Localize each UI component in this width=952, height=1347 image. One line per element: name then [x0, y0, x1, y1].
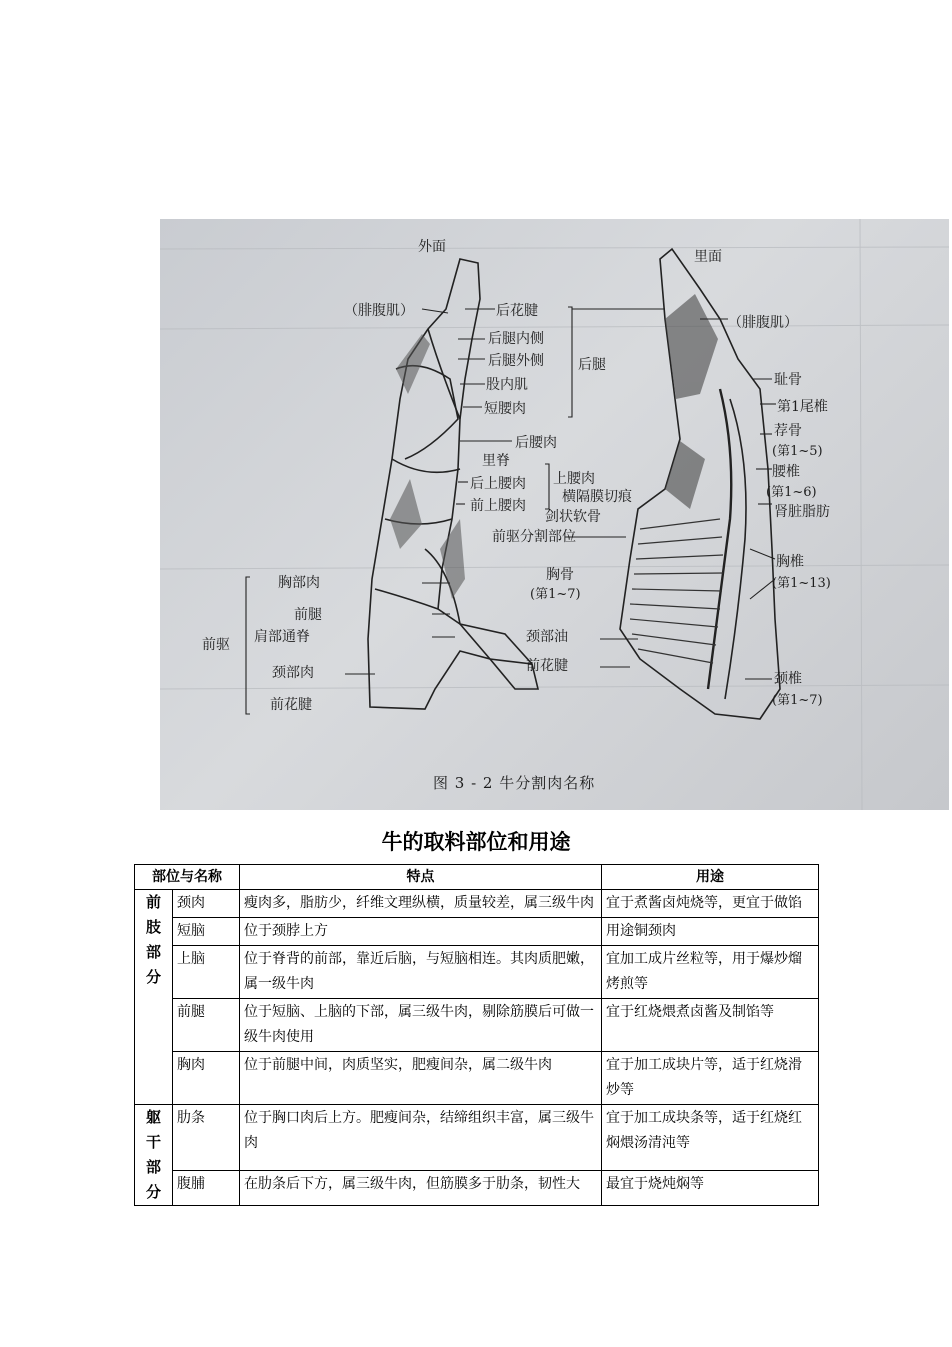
label-tail-vertebra: 第1尾椎 — [777, 399, 828, 415]
cell-feature: 在肋条后下方，属三级牛肉，但筋膜多于肋条，韧性大 — [240, 1171, 602, 1206]
table-header-row — [135, 865, 819, 890]
label-gastrocnemius-right: （腓腹肌） — [728, 315, 798, 331]
label-gastrocnemius-left: （腓腹肌） — [344, 303, 414, 319]
section-char: 分 — [145, 968, 161, 986]
cell-feature: 位于胸口肉后上方。肥瘦间杂，结缔组织丰富，属三级牛肉 — [240, 1105, 602, 1171]
label-sternum: 胸骨 — [546, 567, 574, 583]
label-cervical: 颈椎 — [774, 671, 802, 687]
cell-use: 用途铜颈肉 — [602, 918, 819, 946]
label-foreleg: 前腿 — [294, 607, 322, 623]
cell-name: 腹脯 — [173, 1171, 240, 1206]
section-char: 部 — [145, 943, 161, 961]
cell-feature: 瘦肉多，脂肪少，纤维文理纵横，质量较差，属三级牛肉 — [240, 890, 602, 918]
table-row — [135, 1105, 819, 1171]
cell-feature: 位于前腿中间，肉质坚实，肥瘦间杂，属二级牛肉 — [240, 1052, 602, 1105]
cell-name: 颈肉 — [173, 890, 240, 918]
label-hind-shank: 后花腱 — [496, 303, 538, 319]
cell-use: 宜于加工成块条等，适于红烧红焖煨汤清沌等 — [602, 1105, 819, 1171]
cell-name: 上脑 — [173, 946, 240, 999]
label-hind-leg-outer: 后腿外侧 — [488, 353, 544, 369]
label-rear-upper-loin: 后上腰肉 — [470, 476, 526, 492]
cell-name: 肋条 — [173, 1105, 240, 1171]
table-row — [135, 890, 819, 918]
label-lumbar-range: (第1~6) — [766, 485, 817, 500]
label-pubis: 耻骨 — [774, 372, 802, 388]
cell-name: 胸肉 — [173, 1052, 240, 1105]
label-chuck: 肩部通脊 — [254, 629, 310, 645]
cell-name: 前腿 — [173, 999, 240, 1052]
label-xiphoid: 剑状软骨 — [545, 509, 601, 525]
label-cervical-range: (第1~7) — [772, 693, 823, 708]
label-rear-loin: 后腰肉 — [515, 435, 557, 451]
table-row — [135, 999, 819, 1052]
header-use: 用途 — [602, 865, 819, 890]
document-title: 牛的取料部位和用途 — [381, 830, 571, 854]
label-fore-shank-inside: 前花腱 — [526, 658, 568, 674]
label-forequarter-cut: 前驱分割部位 — [492, 529, 576, 545]
figure-caption: 图 3 - 2 牛分割肉名称 — [433, 774, 596, 792]
label-fore-shank: 前花腱 — [270, 697, 312, 713]
label-hind-leg-inner: 后腿内侧 — [488, 331, 544, 347]
label-diaphragm-cut: 横隔膜切痕 — [562, 489, 632, 505]
label-brisket: 胸部肉 — [278, 575, 320, 591]
beef-cuts-diagram-photo — [160, 219, 949, 810]
table-row — [135, 1052, 819, 1105]
cell-use: 宜于煮酱卤炖烧等，更宜于做馅 — [602, 890, 819, 918]
table-row — [135, 918, 819, 946]
label-kidney-fat: 肾脏脂肪 — [774, 504, 830, 520]
label-forequarter-group: 前驱 — [202, 637, 230, 653]
cell-feature: 位于脊背的前部，靠近后脑，与短脑相连。其肉质肥嫩，属一级牛肉 — [240, 946, 602, 999]
section-char: 肢 — [145, 918, 161, 936]
label-neck: 颈部肉 — [272, 665, 314, 681]
label-neck-fat: 颈部油 — [526, 629, 568, 645]
label-thigh: 股内肌 — [486, 377, 528, 393]
label-hind-leg-group: 后腿 — [578, 357, 606, 373]
section-char: 分 — [145, 1183, 161, 1201]
header-feature: 特点 — [240, 865, 602, 890]
label-inside: 里面 — [694, 249, 722, 265]
header-part-name: 部位与名称 — [135, 865, 240, 890]
cell-use: 宜于红烧煨煮卤酱及制馅等 — [602, 999, 819, 1052]
label-upper-loin-group: 上腰肉 — [553, 471, 595, 487]
section-forelimb — [135, 890, 173, 1105]
label-sacrum: 荐骨 — [774, 423, 802, 439]
cell-use: 宜于加工成块片等，适于红烧滑炒等 — [602, 1052, 819, 1105]
label-thoracic: 胸椎 — [776, 554, 804, 570]
beef-cuts-table — [134, 864, 819, 1206]
table-row — [135, 1171, 819, 1206]
label-lumbar: 腰椎 — [772, 464, 800, 480]
table-row — [135, 946, 819, 999]
label-short-loin: 短腰肉 — [484, 401, 526, 417]
section-char: 躯 — [145, 1108, 161, 1126]
label-tenderloin: 里脊 — [482, 453, 510, 469]
cell-feature: 位于颈脖上方 — [240, 918, 602, 946]
section-char: 部 — [145, 1158, 161, 1176]
label-thoracic-range: (第1~13) — [772, 576, 831, 591]
label-outside: 外面 — [418, 239, 446, 255]
section-char: 干 — [145, 1133, 161, 1151]
label-sternum-range: (第1~7) — [530, 587, 581, 602]
label-front-upper-loin: 前上腰肉 — [470, 498, 526, 514]
cell-name: 短脑 — [173, 918, 240, 946]
cell-use: 宜加工成片丝粒等，用于爆炒熘烤煎等 — [602, 946, 819, 999]
section-torso — [135, 1105, 173, 1206]
label-sacrum-range: (第1~5) — [772, 444, 823, 459]
cell-feature: 位于短脑、上脑的下部，属三级牛肉，剔除筋膜后可做一级牛肉使用 — [240, 999, 602, 1052]
section-char: 前 — [145, 893, 161, 911]
cell-use: 最宜于烧炖焖等 — [602, 1171, 819, 1206]
